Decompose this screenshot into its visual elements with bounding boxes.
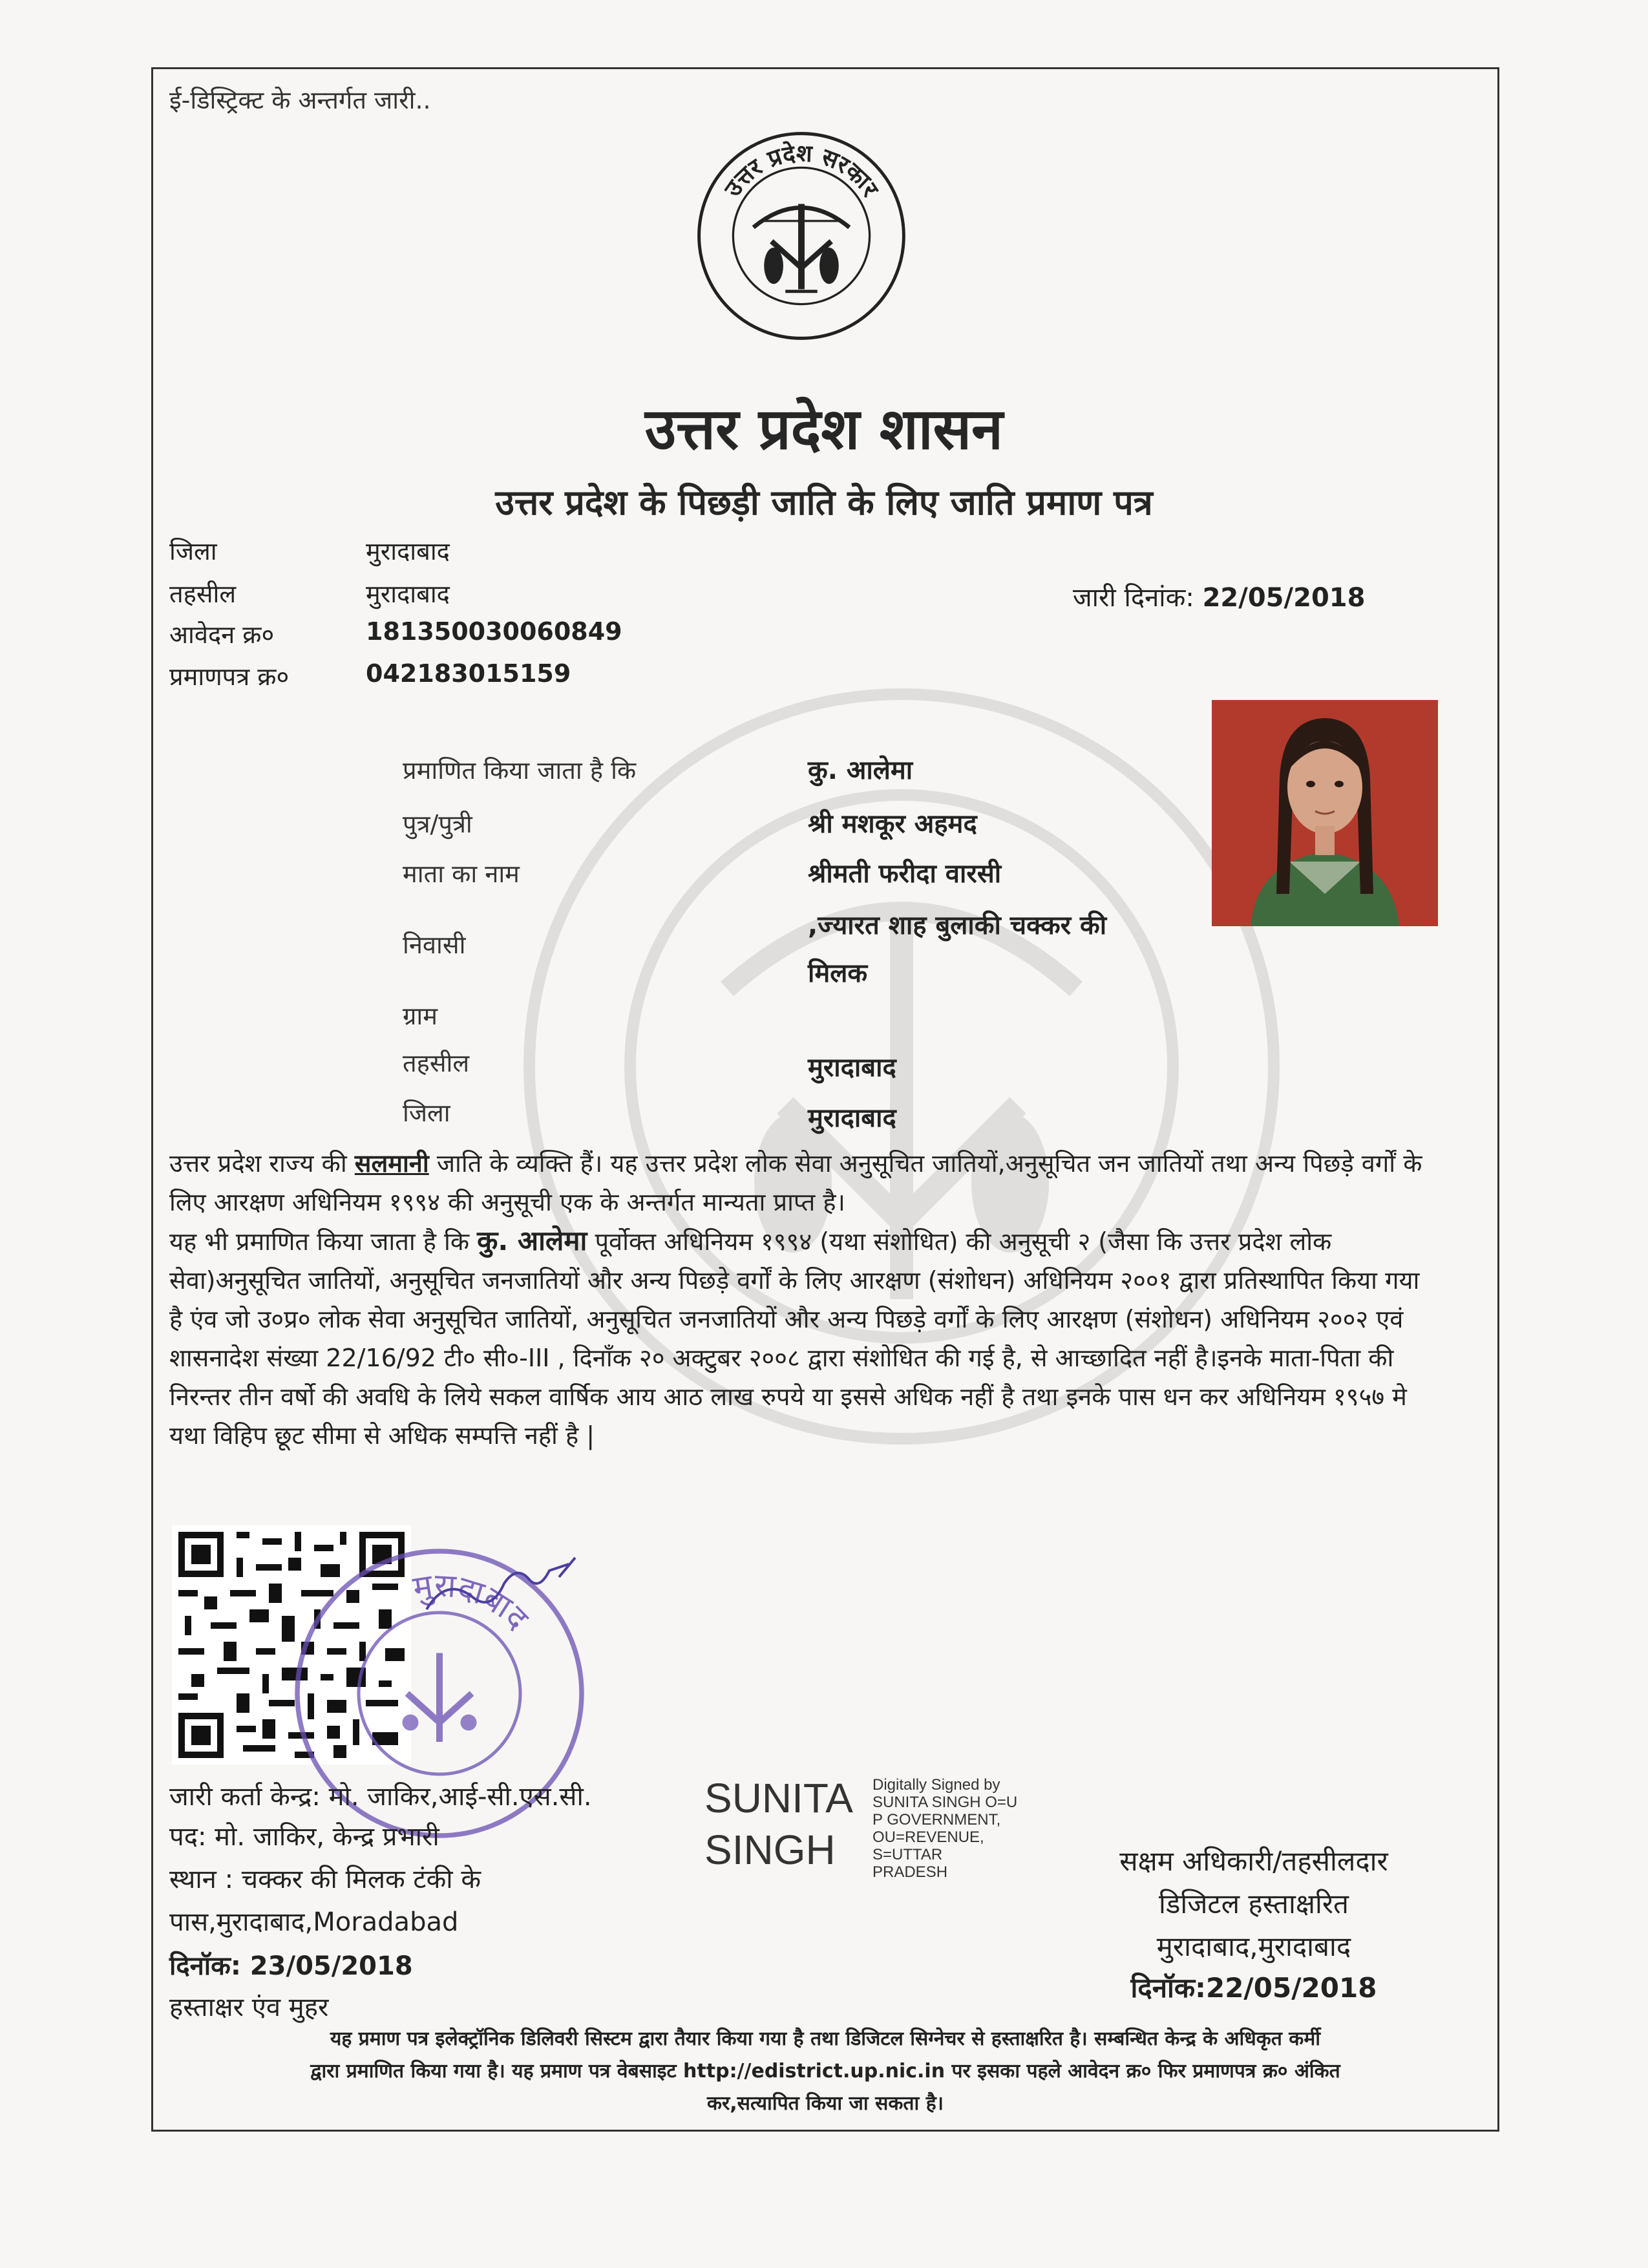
body-text: उत्तर प्रदेश राज्य की xyxy=(169,1149,355,1178)
officer-location: मुरादाबाद,मुरादाबाद xyxy=(1156,1931,1351,1962)
issuing-center: जारी कर्ता केन्द्र: मो. जाकिर,आई-सी.एस.सी. xyxy=(169,1782,592,1812)
meta-tehsil-value: मुरादाबाद xyxy=(366,580,450,608)
body-text: जाति के व्यक्ति हैं। यह उत्तर प्रदेश लोक सेवा अनुसूचित जातियों,अनुसूचित जन जातियों तथा अन्य पिछड़े वर्गों के लिए आरक्षण अधिनियम १९९४ की अनुसूची एक के अन्तर्गत मान्यता प्राप्त है। xyxy=(169,1149,1422,1216)
issue-date xyxy=(1073,578,1365,614)
issue-date-label: जारी दिनांक: xyxy=(1073,583,1194,613)
footer-line-1: यह प्रमाण पत्र इलेक्ट्रॉनिक डिलिवरी सिस्टम द्वारा तैयार किया गया है तथा डिजिटल सिग्नेचर से हस्ताक्षरित है। सम्बन्धित केन्द्र के अधिकृत कर्मी xyxy=(330,2028,1321,2050)
stamp-text: मुरादाबाद xyxy=(410,1566,536,1637)
applicant-photo xyxy=(1212,700,1438,926)
field-certified-value: कु. आलेमा xyxy=(808,756,913,785)
field-district-label: जिला xyxy=(403,1099,450,1127)
officer-digital-signed: डिजिटल हस्ताक्षरित xyxy=(1159,1888,1349,1920)
meta-application-no-label: आवेदन क्र० xyxy=(169,620,275,649)
issuer-place-line1: स्थान : चक्कर की मिलक टंकी के xyxy=(169,1865,481,1894)
field-mother-value: श्रीमती फरीदा वारसी xyxy=(808,859,1002,889)
verification-footer xyxy=(169,2023,1481,2120)
field-resident-label: निवासी xyxy=(403,931,466,959)
body-text: यह भी प्रमाणित किया जाता है कि xyxy=(169,1227,478,1256)
body-paragraph-2 xyxy=(169,1222,1436,1455)
officer-designation: सक्षम अधिकारी/तहसीलदार xyxy=(1119,1845,1388,1877)
meta-application-no-value: 181350030060849 xyxy=(366,617,622,646)
issuer-designation: पद: मो. जाकिर, केन्द्र प्रभारी xyxy=(169,1822,439,1852)
meta-certificate-no-value: 042183015159 xyxy=(366,659,571,688)
edistrict-note: ई-डिस्ट्रिक्ट के अन्तर्गत जारी.. xyxy=(169,86,431,114)
footer-line-2: द्वारा प्रमाणित किया गया है। यह प्रमाण पत्र वेबसाइट http://edistrict.up.nic.in पर इसका पहले आवेदन क्र० फिर प्रमाणपत्र क्र० अंकित xyxy=(310,2060,1340,2083)
field-district-value: मुरादाबाद xyxy=(808,1103,896,1133)
field-child-of-label: पुत्र/पुत्री xyxy=(403,810,472,838)
footer-line-3: कर,सत्यापित किया जा सकता है। xyxy=(706,2092,944,2115)
handwritten-signature xyxy=(420,1551,588,1635)
field-resident-value-line1: ,ज्यारत शाह बुलाकी चक्कर की xyxy=(808,911,1107,940)
certificate-body xyxy=(169,1144,1436,1455)
up-government-emblem xyxy=(695,129,908,343)
issuer-place-line2: पास,मुरादाबाद,Moradabad xyxy=(169,1907,459,1937)
meta-district-value: मुरादाबाद xyxy=(366,537,450,566)
meta-certificate-no-label: प्रमाणपत्र क्र० xyxy=(169,662,290,691)
field-certified-label: प्रमाणित किया जाता है कि xyxy=(403,756,637,785)
svg-text:उत्तर प्रदेश सरकार xyxy=(718,139,885,202)
caste-name: सलमानी xyxy=(354,1149,429,1178)
certificate-subtitle: उत्तर प्रदेश के पिछड़ी जाति के लिए जाति प्रमाण पत्र xyxy=(495,482,1153,523)
meta-district-label: जिला xyxy=(169,537,217,566)
digital-signature-details: Digitally Signed by SUNITA SINGH O=U P GOVERNMENT, OU=REVENUE, S=UTTAR PRADESH xyxy=(872,1776,1018,1881)
issue-date-value: 22/05/2018 xyxy=(1202,583,1366,613)
issuer-date: दिनॉक: 23/05/2018 xyxy=(169,1951,413,1981)
meta-tehsil-label: तहसील xyxy=(169,580,237,608)
field-village-label: ग्राम xyxy=(403,1002,438,1030)
field-mother-label: माता का नाम xyxy=(403,860,520,888)
body-paragraph-1 xyxy=(169,1144,1436,1222)
emblem-text: उत्तर प्रदेश सरकार xyxy=(718,139,885,202)
field-tehsil-label: तहसील xyxy=(403,1049,470,1077)
field-child-of-value: श्री मशकूर अहमद xyxy=(808,809,977,839)
officer-date: दिनॉक:22/05/2018 xyxy=(1130,1972,1377,2004)
page-title: उत्तर प्रदेश शासन xyxy=(645,396,1003,462)
field-resident-value-line2: मिलक xyxy=(808,959,868,988)
digital-signer-name-line1: SUNITA xyxy=(704,1775,853,1821)
digital-signer-name-line2: SINGH xyxy=(704,1827,836,1873)
applicant-name: कु. आलेमा xyxy=(477,1225,587,1256)
field-tehsil-value: मुरादाबाद xyxy=(808,1053,896,1083)
body-text: पूर्वोक्त अधिनियम १९९४ (यथा संशोधित) की अनुसूची २ (जैसा कि उत्तर प्रदेश लोक सेवा)अनुसूचित जातियों, अनुसूचित जनजातियों और अन्य पिछड़े वर्गों के लिए आरक्षण (संशोधन) अधिनियम २००१ द्वारा प्रतिस्थापित किया गया है एंव जो उ०प्र० लोक सेवा अनुसूचित जातियों, अनुसूचित जनजातियों और अन्य पिछड़े वर्गों के लिए आरक्षण (संशोधन) अधिनियम २००२ एवं शासनादेश संख्या 22/16/92 टी० सी०-III , दिनाँक २० अक्टुबर २००८ द्वारा संशोधित की गई है, से आच्छादित नहीं है।इनके माता-पिता की निरन्तर तीन वर्षो की अवधि के लिये सकल वार्षिक आय आठ लाख रुपये या इससे अधिक नहीं है तथा इनके पास धन कर अधिनियम १९५७ मे यथा विहिप छूट सीमा से अधिक सम्पत्ति नहीं है | xyxy=(169,1227,1420,1450)
signature-and-seal-label: हस्ताक्षर एंव मुहर xyxy=(169,1993,329,2022)
